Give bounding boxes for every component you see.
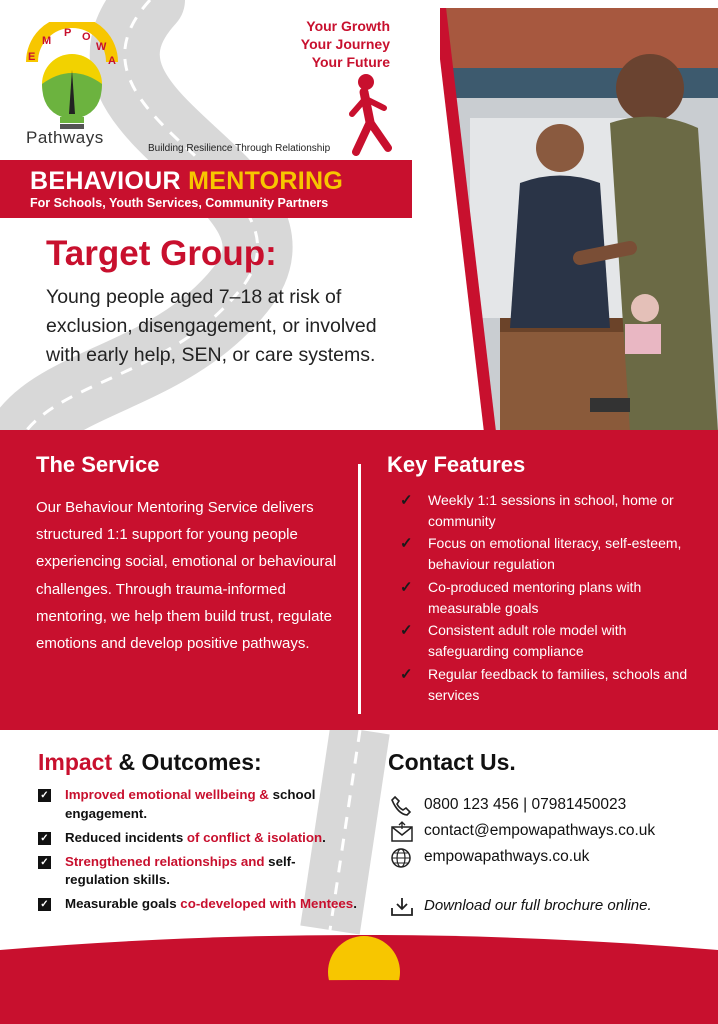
list-item bbox=[398, 620, 698, 662]
svg-text:W: W bbox=[96, 41, 107, 53]
list-item bbox=[38, 853, 358, 890]
title-part2: MENTORING bbox=[188, 167, 344, 195]
email-text[interactable]: contact@empowapathways.co.uk bbox=[424, 822, 656, 839]
page-title bbox=[30, 167, 343, 196]
impact-text: self-regulation skills. bbox=[65, 853, 296, 887]
feature-text: Focus on emotional literacy, self-esteem, behaviour regulation bbox=[428, 535, 682, 573]
list-item bbox=[398, 664, 698, 706]
svg-text:P: P bbox=[64, 27, 72, 39]
list-item bbox=[398, 490, 698, 532]
impact-text-red: of conflict & isolation bbox=[186, 829, 323, 845]
list-item bbox=[38, 829, 358, 848]
check-icon: ✓ bbox=[400, 665, 413, 683]
walking-person-icon bbox=[344, 72, 394, 158]
impact-heading-part2: & Outcomes: bbox=[118, 749, 262, 775]
impact-text-red: co-developed with Mentees bbox=[180, 896, 354, 911]
check-icon: ✓ bbox=[400, 535, 413, 553]
checkbox-icon: ✓ bbox=[38, 789, 51, 802]
phone-icon bbox=[390, 795, 412, 817]
checkbox-icon: ✓ bbox=[38, 898, 51, 911]
target-group-body: Young people aged 7–18 at risk of exclusion, disengagement, or involved with early help, SEN, or care systems. bbox=[46, 286, 377, 366]
service-body: Our Behaviour Mentoring Service delivers structured 1:1 support for young people experiencing social, emotional or behavioural challenges. Through trauma-informed mentoring, we help them build trust, regulate emotions and develop positive pathways. bbox=[36, 499, 337, 653]
feature-text: Regular feedback to families, schools and services bbox=[428, 665, 688, 703]
impact-heading bbox=[38, 749, 262, 776]
banner-subtitle: For Schools, Youth Services, Community Partners bbox=[30, 196, 329, 210]
impact-text-red: Strengthened relationships and bbox=[65, 853, 265, 869]
impact-heading-part1: Impact bbox=[38, 749, 113, 775]
tagline-line: Your Growth bbox=[306, 18, 390, 34]
impact-text: . bbox=[353, 896, 357, 911]
impact-text: Measurable goals bbox=[65, 896, 181, 911]
svg-text:O: O bbox=[82, 31, 91, 43]
target-group-heading: Target Group: bbox=[46, 234, 277, 273]
title-part1: BEHAVIOUR bbox=[30, 167, 181, 195]
list-item bbox=[38, 895, 358, 914]
impact-text: . bbox=[322, 829, 326, 845]
check-icon: ✓ bbox=[400, 492, 413, 509]
impact-list bbox=[38, 786, 358, 919]
svg-text:M: M bbox=[42, 35, 52, 47]
divider bbox=[358, 464, 361, 714]
brand-name: Pathways bbox=[26, 128, 104, 147]
download-icon bbox=[390, 896, 414, 918]
footer-decoration bbox=[0, 930, 718, 1024]
envelope-icon bbox=[390, 821, 414, 843]
phone-text: 0800 123 456 | 07981450023 bbox=[424, 796, 627, 813]
contact-heading: Contact Us. bbox=[388, 749, 516, 775]
check-icon: ✓ bbox=[400, 578, 413, 596]
key-features-list bbox=[398, 490, 698, 707]
globe-icon bbox=[390, 847, 412, 869]
list-item bbox=[38, 786, 358, 823]
checkbox-icon: ✓ bbox=[38, 856, 51, 869]
feature-text: Consistent adult role model with safeguarding compliance bbox=[428, 622, 627, 660]
download-text[interactable]: Download our full brochure online. bbox=[424, 897, 652, 914]
impact-text: school engagement. bbox=[65, 787, 316, 821]
checkbox-icon: ✓ bbox=[38, 832, 51, 845]
svg-text:A: A bbox=[108, 55, 116, 67]
list-item bbox=[398, 577, 698, 619]
mentoring-photo bbox=[440, 8, 718, 432]
check-icon: ✓ bbox=[400, 622, 413, 640]
list-item bbox=[398, 533, 698, 575]
service-heading: The Service bbox=[36, 452, 160, 477]
svg-text:E: E bbox=[28, 51, 36, 63]
feature-text: Co-produced mentoring plans with measurable goals bbox=[428, 578, 642, 616]
tagline-line: Your Journey bbox=[300, 36, 390, 52]
tagline-line: Your Future bbox=[311, 54, 390, 70]
tagline bbox=[290, 17, 390, 71]
impact-text-red: Improved emotional wellbeing & bbox=[65, 787, 269, 802]
subtagline: Building Resilience Through Relationship bbox=[148, 143, 331, 154]
key-features-heading: Key Features bbox=[387, 452, 526, 477]
website-link[interactable]: empowapathways.co.uk bbox=[424, 848, 590, 865]
feature-text: Weekly 1:1 sessions in school, home or community bbox=[428, 492, 674, 529]
impact-text: Reduced incidents bbox=[65, 829, 187, 845]
